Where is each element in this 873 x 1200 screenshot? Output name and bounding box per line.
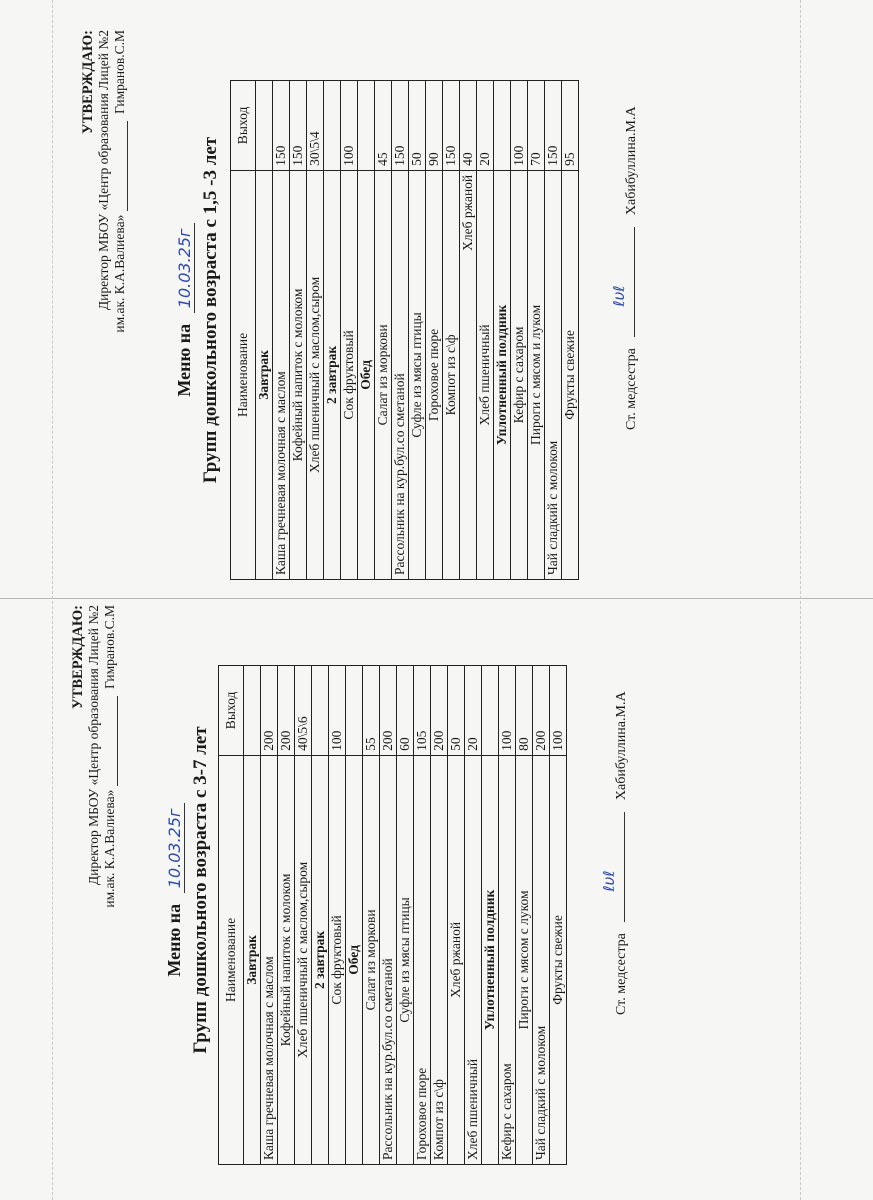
dish-output: 60 xyxy=(397,666,414,756)
dish-output: 40\5\6 xyxy=(295,666,312,756)
dish-output: 200 xyxy=(533,666,550,756)
dish-name: Сок фруктовый xyxy=(341,170,358,579)
dish-name: Салат из моркови xyxy=(363,755,380,1164)
dish-name: Компот из с\ф xyxy=(443,170,460,579)
section-title: Обед xyxy=(358,170,375,579)
dish-name: Рассольник на кур.бул.со сметаной xyxy=(392,170,409,579)
table-row xyxy=(290,81,307,580)
dish-output: 90 xyxy=(426,81,443,171)
menu-date-handwritten: 10.03.25г xyxy=(165,803,185,893)
approval-block xyxy=(70,605,118,908)
table-row xyxy=(307,81,324,580)
menu-sheet-3-7 xyxy=(70,605,860,1175)
dish-name: Сок фруктовый xyxy=(329,755,346,1164)
table-row xyxy=(278,666,295,1165)
dish-output: 50 xyxy=(409,81,426,171)
dish-output: 150 xyxy=(545,81,562,171)
dish-output: 70 xyxy=(528,81,545,171)
table-row xyxy=(448,666,465,1165)
dish-name: Компот из с\ф xyxy=(431,755,448,1164)
menu-table xyxy=(230,80,579,580)
dish-output: 55 xyxy=(363,666,380,756)
section-title: Завтрак xyxy=(244,755,261,1164)
section-empty-cell xyxy=(494,81,511,171)
signature-scribble-icon: ℓυℓ xyxy=(610,285,628,307)
dish-output: 200 xyxy=(278,666,295,756)
section-title: Уплотненный полдник xyxy=(482,755,499,1164)
section-row xyxy=(256,81,273,580)
nurse-signature xyxy=(610,106,640,430)
dish-name: Хлеб пшеничный с маслом,сыром xyxy=(307,170,324,579)
nurse-label: Ст. медсестра xyxy=(624,348,639,430)
table-row xyxy=(363,666,380,1165)
director-signature-line xyxy=(117,696,118,786)
dish-name: Салат из моркови xyxy=(375,170,392,579)
section-row xyxy=(312,666,329,1165)
director-line-1: Директор МБОУ «Центр образования Лицей №2 xyxy=(86,605,101,886)
approval-heading: УТВЕРЖДАЮ: xyxy=(70,605,86,709)
dish-name: Рассольник на кур.бул.со сметаной xyxy=(380,755,397,1164)
approval-heading: УТВЕРЖДАЮ: xyxy=(80,30,96,134)
dish-output: 150 xyxy=(443,81,460,171)
dish-name: Суфле из мясы птицы xyxy=(397,755,414,1164)
table-row xyxy=(511,81,528,580)
menu-table xyxy=(218,665,567,1165)
nurse-signature-line xyxy=(600,812,625,922)
section-row xyxy=(346,666,363,1165)
dish-name: Суфле из мясы птицы xyxy=(409,170,426,579)
dish-name: Хлеб ржаной xyxy=(460,170,477,579)
section-empty-cell xyxy=(346,666,363,756)
dish-name: Фрукты свежие xyxy=(550,755,567,1164)
dish-name: Хлеб пшеничный xyxy=(465,755,482,1164)
menu-title: Меню на 10.03.25г xyxy=(174,30,195,590)
director-line-2: им.ак. К.А.Валиева» Гимранов.С.М xyxy=(112,30,127,333)
dish-name: Хлеб ржаной xyxy=(448,755,465,1164)
table-row xyxy=(460,81,477,580)
dish-output: 30\5\4 xyxy=(307,81,324,171)
signature-scribble-icon: ℓυℓ xyxy=(600,870,618,892)
section-empty-cell xyxy=(358,81,375,171)
table-row xyxy=(295,666,312,1165)
scan-edge-left xyxy=(52,0,53,1200)
menu-title: Меню на 10.03.25г xyxy=(164,605,185,1175)
section-row xyxy=(244,666,261,1165)
nurse-name: Хабибуллина.М.А xyxy=(624,106,639,216)
section-empty-cell xyxy=(324,81,341,171)
table-header-row xyxy=(219,666,244,1165)
nurse-name: Хабибуллина.М.А xyxy=(614,691,629,801)
table-header-row xyxy=(231,81,256,580)
section-title: Уплотненный полдник xyxy=(494,170,511,579)
dish-name: Фрукты свежие xyxy=(562,170,579,579)
dish-output: 200 xyxy=(431,666,448,756)
section-row xyxy=(494,81,511,580)
dish-name: Хлеб пшеничный с маслом,сыром xyxy=(295,755,312,1164)
table-row xyxy=(273,81,290,580)
dish-output: 150 xyxy=(273,81,290,171)
col-name-header: Наименование xyxy=(219,755,244,1164)
dish-output: 50 xyxy=(448,666,465,756)
table-row xyxy=(414,666,431,1165)
dish-output: 20 xyxy=(477,81,494,171)
dish-name: Кефир с сахаром xyxy=(499,755,516,1164)
section-title: 2 завтрак xyxy=(324,170,341,579)
dish-output: 20 xyxy=(465,666,482,756)
col-output-header: Выход xyxy=(231,81,256,171)
table-row xyxy=(380,666,397,1165)
col-output-header: Выход xyxy=(219,666,244,756)
nurse-signature-line xyxy=(610,227,635,337)
table-row xyxy=(375,81,392,580)
dish-name: Каша гречневая молочная с маслом xyxy=(273,170,290,579)
dish-output: 100 xyxy=(329,666,346,756)
dish-output: 100 xyxy=(550,666,567,756)
dish-name: Хлеб пшеничный xyxy=(477,170,494,579)
dish-name: Каша гречневая молочная с маслом xyxy=(261,755,278,1164)
table-row xyxy=(562,81,579,580)
approval-block xyxy=(80,30,128,333)
dish-output: 100 xyxy=(341,81,358,171)
section-row xyxy=(324,81,341,580)
dish-name: Гороховое пюре xyxy=(426,170,443,579)
nurse-label: Ст. медсестра xyxy=(614,933,629,1015)
section-empty-cell xyxy=(312,666,329,756)
table-row xyxy=(443,81,460,580)
section-row xyxy=(482,666,499,1165)
dish-name: Чай сладкий с молоком xyxy=(545,170,562,579)
table-row xyxy=(533,666,550,1165)
dish-name: Пироги с мясом с луком xyxy=(516,755,533,1164)
section-empty-cell xyxy=(256,81,273,171)
dish-output: 40 xyxy=(460,81,477,171)
dish-name: Пироги с мясом и луком xyxy=(528,170,545,579)
dish-output: 80 xyxy=(516,666,533,756)
dish-output: 100 xyxy=(499,666,516,756)
nurse-signature xyxy=(600,691,630,1015)
dish-name: Гороховое пюре xyxy=(414,755,431,1164)
dish-output: 150 xyxy=(290,81,307,171)
dish-output: 45 xyxy=(375,81,392,171)
table-row xyxy=(397,666,414,1165)
director-signature-line xyxy=(127,121,128,211)
menu-table-body xyxy=(244,666,567,1165)
table-row xyxy=(545,81,562,580)
dish-output: 105 xyxy=(414,666,431,756)
table-row xyxy=(516,666,533,1165)
dish-name: Чай сладкий с молоком xyxy=(533,755,550,1164)
table-row xyxy=(392,81,409,580)
col-name-header: Наименование xyxy=(231,170,256,579)
dish-name: Кофейный напиток с молоком xyxy=(278,755,295,1164)
section-empty-cell xyxy=(244,666,261,756)
dish-output: 200 xyxy=(380,666,397,756)
dish-output: 100 xyxy=(511,81,528,171)
menu-table-body xyxy=(256,81,579,580)
table-row xyxy=(528,81,545,580)
section-title: Завтрак xyxy=(256,170,273,579)
dish-output: 150 xyxy=(392,81,409,171)
table-row xyxy=(341,81,358,580)
table-row xyxy=(550,666,567,1165)
page-fold-line xyxy=(0,598,873,599)
director-name: Гимранов.С.М xyxy=(112,30,127,114)
dish-name: Кефир с сахаром xyxy=(511,170,528,579)
menu-sheet-1-5-3 xyxy=(80,30,870,590)
section-title: 2 завтрак xyxy=(312,755,329,1164)
table-row xyxy=(329,666,346,1165)
section-empty-cell xyxy=(482,666,499,756)
director-name: Гимранов.С.М xyxy=(102,605,117,689)
table-row xyxy=(465,666,482,1165)
table-row xyxy=(499,666,516,1165)
group-title: Групп дошкольного возраста с 1,5 -3 лет xyxy=(200,136,221,484)
section-title: Обед xyxy=(346,755,363,1164)
director-line-1: Директор МБОУ «Центр образования Лицей №2 xyxy=(96,30,111,311)
table-row xyxy=(409,81,426,580)
group-title: Групп дошкольного возраста с 3-7 лет xyxy=(190,726,211,1054)
dish-output: 95 xyxy=(562,81,579,171)
dish-name: Кофейный напиток с молоком xyxy=(290,170,307,579)
table-row xyxy=(426,81,443,580)
menu-date-handwritten: 10.03.25г xyxy=(175,223,195,313)
table-row xyxy=(431,666,448,1165)
table-row xyxy=(261,666,278,1165)
director-line-2: им.ак. К.А.Валиева» Гимранов.С.М xyxy=(102,605,117,908)
section-row xyxy=(358,81,375,580)
table-row xyxy=(477,81,494,580)
dish-output: 200 xyxy=(261,666,278,756)
